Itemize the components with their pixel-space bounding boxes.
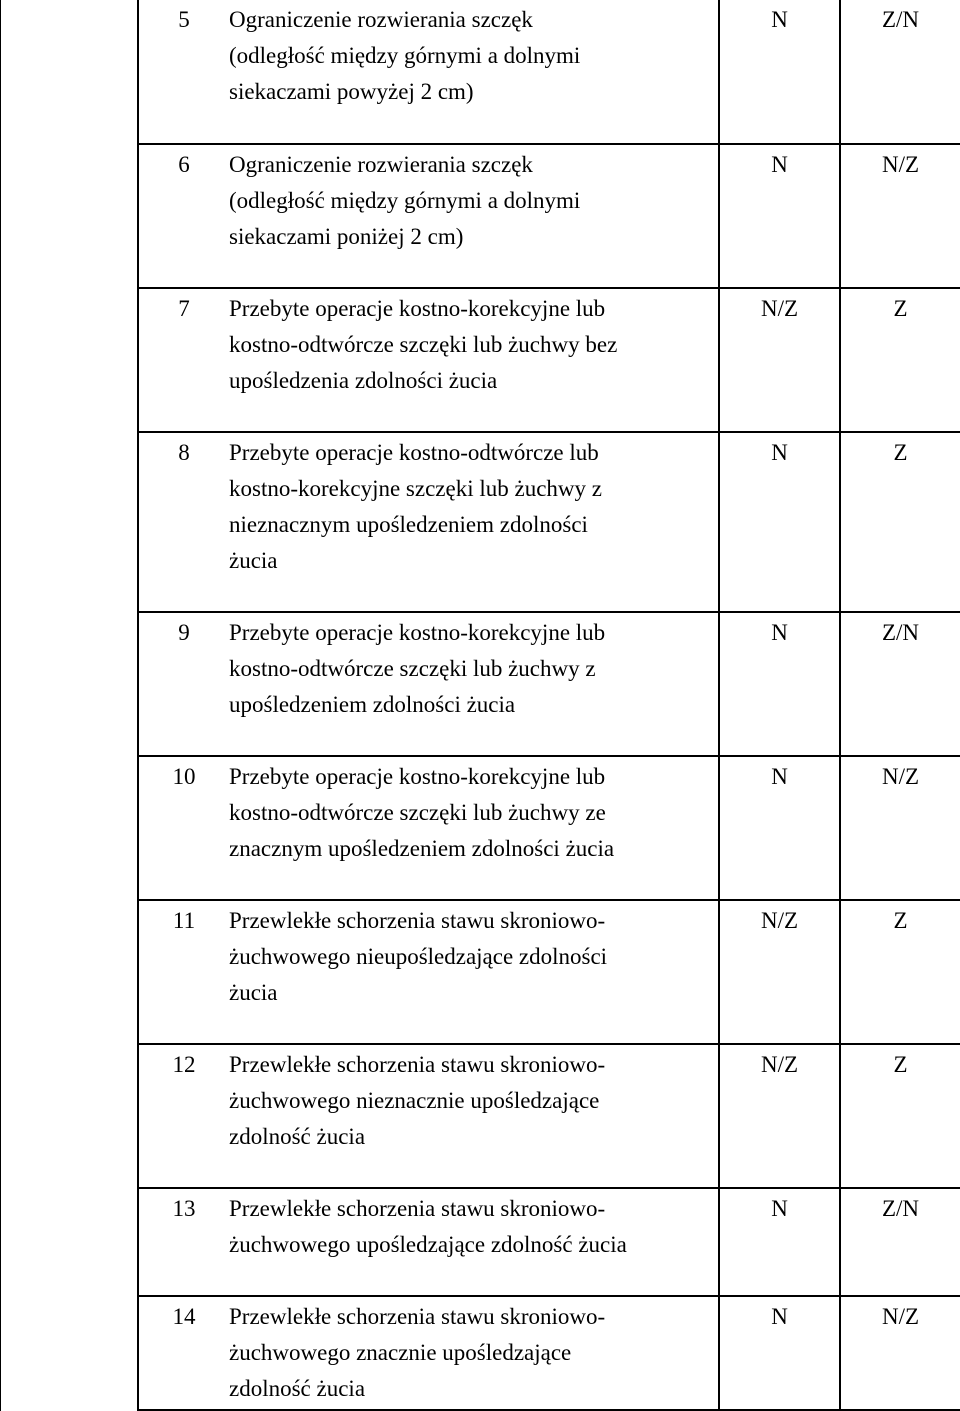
row-description: Przewlekłe schorzenia stawu skroniowo- żuchwowego nieupośledzające zdolności żucia xyxy=(229,908,608,1005)
row-description: Przewlekłe schorzenia stawu skroniowo- żuchwowego upośledzające zdolność żucia xyxy=(229,1196,627,1257)
row-description: Przewlekłe schorzenia stawu skroniowo- żuchwowego znacznie upośledzające zdolność żucia xyxy=(229,1304,606,1401)
category-value-b: Z xyxy=(893,1052,908,1077)
category-cell-a xyxy=(719,0,840,144)
category-value-b: Z/N xyxy=(881,620,920,645)
description-cell xyxy=(138,1188,719,1296)
table-row xyxy=(138,288,960,432)
row-number: 8 xyxy=(178,440,190,465)
page-left-rule xyxy=(0,0,1,1411)
table-row xyxy=(138,756,960,900)
row-number: 12 xyxy=(172,1052,196,1077)
category-value-a: N xyxy=(771,1304,788,1329)
category-cell-b xyxy=(840,1044,960,1188)
row-description: Przebyte operacje kostno-korekcyjne lub kostno-odtwórcze szczęki lub żuchwy bez upośledzenia zdolności żucia xyxy=(229,296,618,393)
category-cell-b xyxy=(840,288,960,432)
row-description: Przebyte operacje kostno-odtwórcze lub kostno-korekcyjne szczęki lub żuchwy z nieznacznym upośledzeniem zdolności żucia xyxy=(229,440,602,573)
description-cell xyxy=(138,612,719,756)
table-row xyxy=(138,432,960,612)
category-cell-a xyxy=(719,432,840,612)
category-value-a: N xyxy=(771,764,788,789)
category-value-b: N/Z xyxy=(881,152,920,177)
category-value-b: Z xyxy=(893,296,908,321)
category-value-a: N xyxy=(771,1196,788,1221)
description-cell xyxy=(138,144,719,288)
category-value-a: N xyxy=(771,152,788,177)
category-cell-a xyxy=(719,900,840,1044)
description-cell xyxy=(138,900,719,1044)
category-value-a: N/Z xyxy=(760,908,799,933)
table-row xyxy=(138,1188,960,1296)
row-number: 6 xyxy=(178,152,190,177)
row-number: 5 xyxy=(178,7,190,32)
row-number: 11 xyxy=(172,908,196,933)
category-cell-a xyxy=(719,1188,840,1296)
category-cell-b xyxy=(840,612,960,756)
category-cell-b xyxy=(840,900,960,1044)
description-cell xyxy=(138,432,719,612)
row-number: 13 xyxy=(172,1196,196,1221)
category-cell-b xyxy=(840,1188,960,1296)
category-cell-b xyxy=(840,432,960,612)
description-cell xyxy=(138,1296,719,1410)
category-value-a: N/Z xyxy=(760,1052,799,1077)
description-cell xyxy=(138,0,719,144)
category-value-a: N xyxy=(771,620,788,645)
category-cell-a xyxy=(719,756,840,900)
description-cell xyxy=(138,1044,719,1188)
category-value-a: N xyxy=(771,7,788,32)
category-value-b: N/Z xyxy=(881,1304,920,1329)
category-value-b: Z xyxy=(893,908,908,933)
classification-table xyxy=(137,0,960,1411)
category-cell-b xyxy=(840,1296,960,1410)
row-number: 7 xyxy=(178,296,190,321)
category-value-b: N/Z xyxy=(881,764,920,789)
category-cell-b xyxy=(840,0,960,144)
category-cell-b xyxy=(840,756,960,900)
table-row xyxy=(138,144,960,288)
category-cell-a xyxy=(719,144,840,288)
description-cell xyxy=(138,288,719,432)
description-cell xyxy=(138,756,719,900)
category-value-b: Z/N xyxy=(881,7,920,32)
row-number: 10 xyxy=(172,764,196,789)
table-row xyxy=(138,0,960,144)
row-number: 9 xyxy=(178,620,190,645)
category-value-b: Z xyxy=(893,440,908,465)
category-value-a: N/Z xyxy=(760,296,799,321)
table-row xyxy=(138,900,960,1044)
row-description: Przebyte operacje kostno-korekcyjne lub kostno-odtwórcze szczęki lub żuchwy z upośledzeniem zdolności żucia xyxy=(229,620,606,717)
category-cell-a xyxy=(719,288,840,432)
category-cell-b xyxy=(840,144,960,288)
row-description: Przewlekłe schorzenia stawu skroniowo- żuchwowego nieznacznie upośledzające zdolność żucia xyxy=(229,1052,606,1149)
category-value-a: N xyxy=(771,440,788,465)
row-description: Ograniczenie rozwierania szczęk (odległość między górnymi a dolnymi siekaczami poniżej 2 cm) xyxy=(229,152,581,249)
row-description: Przebyte operacje kostno-korekcyjne lub kostno-odtwórcze szczęki lub żuchwy ze znacznym upośledzeniem zdolności żucia xyxy=(229,764,615,861)
table-row xyxy=(138,612,960,756)
table-row xyxy=(138,1044,960,1188)
category-cell-a xyxy=(719,612,840,756)
row-number: 14 xyxy=(172,1304,196,1329)
table-row xyxy=(138,1296,960,1410)
category-value-b: Z/N xyxy=(881,1196,920,1221)
category-cell-a xyxy=(719,1296,840,1410)
category-cell-a xyxy=(719,1044,840,1188)
row-description: Ograniczenie rozwierania szczęk (odległość między górnymi a dolnymi siekaczami powyżej 2 cm) xyxy=(229,7,581,104)
